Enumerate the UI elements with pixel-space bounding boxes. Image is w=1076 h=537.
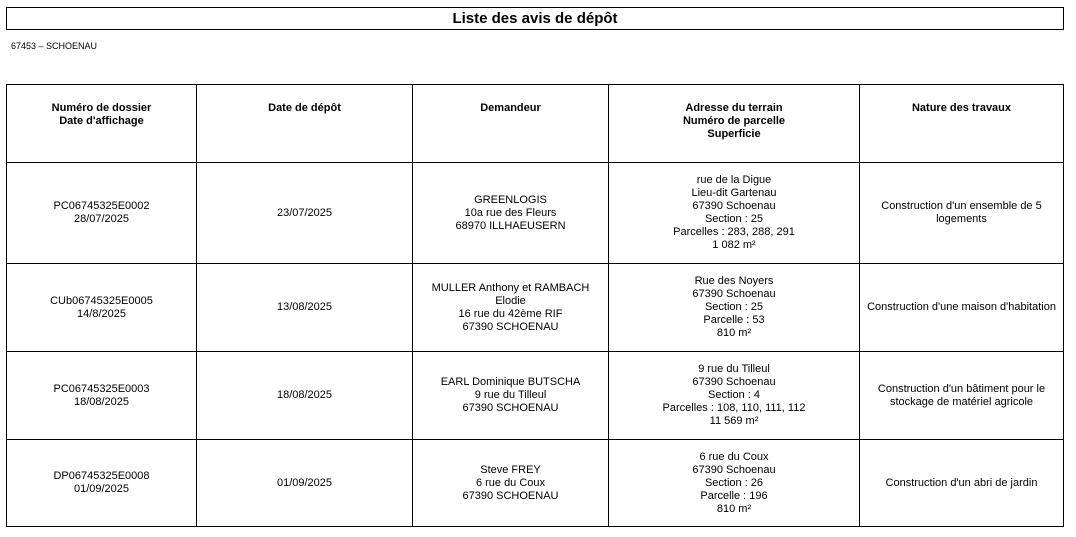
cell-nature: Construction d'une maison d'habitation: [860, 264, 1064, 352]
header-nature: [860, 85, 1064, 163]
demandeur-line: 6 rue du Coux: [475, 476, 546, 489]
header-adresse-line2: Numéro de parcelle: [682, 115, 786, 127]
adresse-line: Section : 25: [704, 213, 764, 225]
adresse-line: Parcelles : 108, 110, 111, 112: [662, 402, 806, 414]
header-demandeur-line1: Demandeur: [480, 102, 541, 114]
table-row: [7, 264, 1064, 352]
affichage-date: 14/8/2025: [77, 307, 126, 320]
cell-dossier: [7, 163, 197, 264]
header-date-depot-line1: Date de dépôt: [268, 102, 341, 114]
cell-demandeur: [413, 352, 609, 440]
adresse-line: 810 m²: [716, 327, 752, 339]
dossier-number: PC06745325E0003: [53, 382, 150, 395]
header-nature-line1: Nature des travaux: [911, 102, 1012, 114]
header-date-depot: [197, 85, 413, 163]
demandeur-line: MULLER Anthony et RAMBACH Elodie: [431, 281, 590, 307]
cell-dossier: [7, 264, 197, 352]
cell-date-depot: 01/09/2025: [197, 440, 413, 527]
cell-demandeur: [413, 440, 609, 527]
demandeur-line: Steve FREY: [480, 463, 541, 476]
cell-adresse: [609, 440, 860, 527]
cell-dossier: [7, 352, 197, 440]
commune-label: 67453 – SCHOENAU: [11, 41, 98, 51]
cell-dossier: [7, 440, 197, 527]
demandeur-line: GREENLOGIS: [474, 193, 547, 206]
adresse-line: Section : 26: [704, 476, 764, 489]
demandeur-line: 67390 SCHOENAU: [462, 489, 559, 502]
adresse-line: 67390 Schoenau: [692, 376, 776, 388]
table-header-row: [7, 85, 1064, 163]
affichage-date: 18/08/2025: [73, 395, 130, 408]
cell-date-depot: 23/07/2025: [197, 163, 413, 264]
adresse-line: 1 082 m²: [712, 239, 756, 251]
adresse-line: 810 m²: [716, 502, 752, 515]
header-adresse-line3: Superficie: [707, 128, 761, 140]
adresse-line: 67390 Schoenau: [692, 288, 776, 300]
adresse-line: rue de la Digue: [696, 174, 772, 186]
cell-nature: Construction d'un abri de jardin: [860, 440, 1064, 527]
table-row: [7, 163, 1064, 264]
adresse-line: 6 rue du Coux: [699, 450, 769, 463]
demandeur-line: EARL Dominique BUTSCHA: [440, 376, 581, 388]
avis-table: [6, 84, 1064, 527]
adresse-line: Section : 25: [704, 301, 764, 313]
cell-date-depot: 18/08/2025: [197, 352, 413, 440]
cell-demandeur: [413, 163, 609, 264]
cell-nature: Construction d'un bâtiment pour le stockage de matériel agricole: [860, 352, 1064, 440]
header-dossier-line1: Numéro de dossier: [51, 102, 152, 114]
demandeur-line: 68970 ILLHAEUSERN: [455, 219, 566, 232]
page-title-text: Liste des avis de dépôt: [452, 10, 618, 27]
cell-adresse: [609, 352, 860, 440]
header-dossier: [7, 85, 197, 163]
table-row: [7, 352, 1064, 440]
adresse-line: Parcelle : 53: [703, 314, 765, 326]
adresse-line: Parcelle : 196: [700, 489, 768, 502]
dossier-number: PC06745325E0002: [53, 200, 150, 212]
header-dossier-line2: Date d'affichage: [59, 115, 144, 127]
page-title: [6, 7, 1064, 30]
demandeur-line: 67390 SCHOENAU: [462, 402, 559, 414]
adresse-line: Section : 4: [708, 389, 760, 401]
adresse-line: 67390 Schoenau: [692, 200, 776, 212]
adresse-line: Rue des Noyers: [694, 275, 774, 287]
adresse-line: 11 569 m²: [709, 415, 759, 427]
adresse-line: 67390 Schoenau: [692, 463, 776, 476]
cell-nature: Construction d'un ensemble de 5 logements: [860, 163, 1064, 264]
dossier-number: DP06745325E0008: [53, 470, 150, 482]
adresse-line: Parcelles : 283, 288, 291: [673, 226, 795, 238]
adresse-line: Lieu-dit Gartenau: [691, 187, 777, 199]
cell-date-depot: 13/08/2025: [197, 264, 413, 352]
cell-adresse: [609, 163, 860, 264]
demandeur-line: 10a rue des Fleurs: [464, 206, 557, 219]
header-demandeur: [413, 85, 609, 163]
dossier-number: CUb06745325E0005: [50, 294, 153, 307]
table-row: [7, 440, 1064, 527]
cell-demandeur: [413, 264, 609, 352]
affichage-date: 01/09/2025: [73, 483, 130, 495]
affichage-date: 28/07/2025: [73, 213, 130, 225]
cell-adresse: [609, 264, 860, 352]
adresse-line: 9 rue du Tilleul: [698, 363, 770, 375]
demandeur-line: 9 rue du Tilleul: [474, 389, 547, 401]
demandeur-line: 16 rue du 42ème RIF: [458, 307, 563, 320]
header-adresse: [609, 85, 860, 163]
demandeur-line: 67390 SCHOENAU: [462, 320, 559, 333]
header-adresse-line1: Adresse du terrain: [685, 102, 783, 114]
